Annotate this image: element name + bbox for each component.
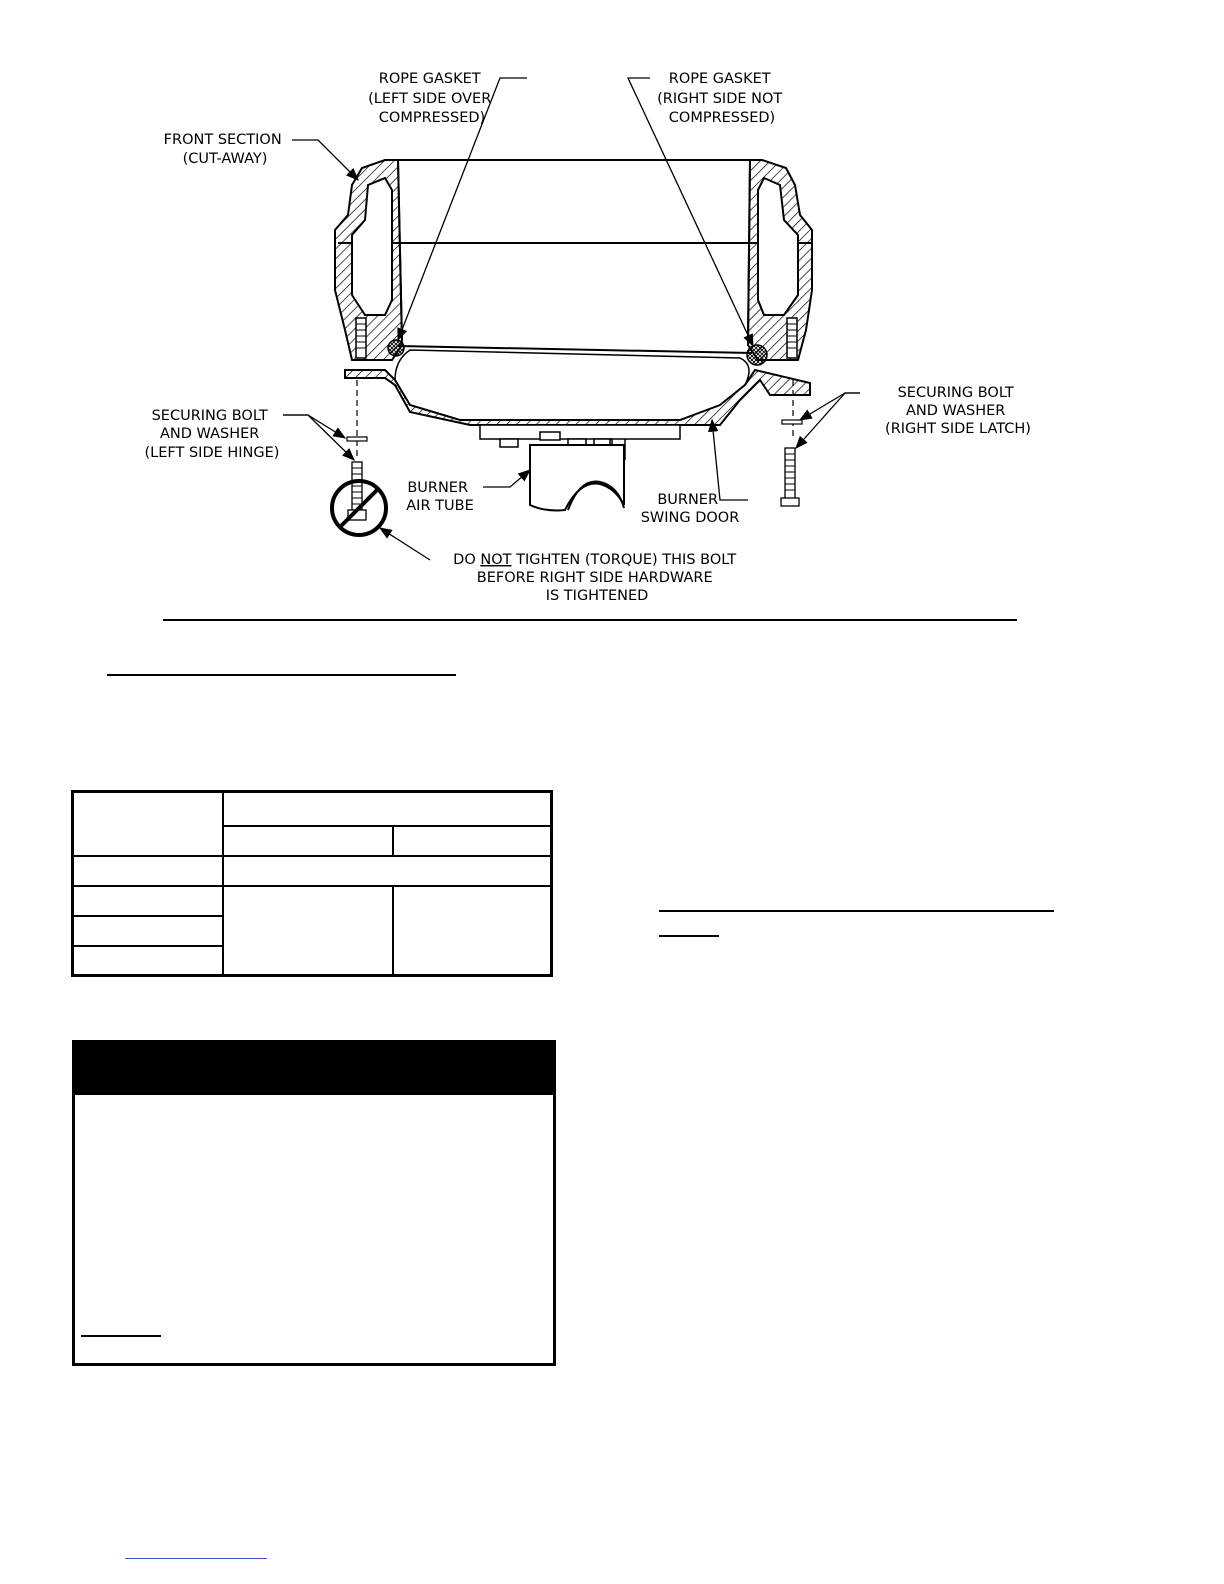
- table-row-label: [73, 916, 224, 946]
- table-row-label: [73, 856, 224, 886]
- label-securing-bolt-right: SECURING BOLT AND WASHER (RIGHT SIDE LATCH): [885, 385, 1031, 437]
- table-row-label: [73, 946, 224, 976]
- table-cell: [223, 856, 552, 886]
- burner-swing-door: [345, 370, 810, 425]
- label-rope-gasket-right: ROPE GASKET (RIGHT SIDE NOT COMPRESSED): [657, 71, 783, 126]
- label-front-section: FRONT SECTION (CUT-AWAY): [163, 132, 282, 167]
- label-rope-gasket-left: ROPE GASKET (LEFT SIDE OVER COMPRESSED): [368, 71, 492, 126]
- label-burner-air-tube: BURNER AIR TUBE: [406, 480, 474, 514]
- figure-divider-rule: [163, 619, 1017, 621]
- table-subheader-cell: [223, 826, 393, 856]
- right-heading-underline: [659, 910, 1054, 912]
- burner-swing-door-diagram: [0, 0, 1224, 640]
- table-cell: [393, 886, 552, 976]
- label-securing-bolt-left: SECURING BOLT AND WASHER (LEFT SIDE HINGE): [144, 408, 280, 461]
- table-header-cell: [73, 792, 224, 856]
- section-heading-underline: [107, 674, 456, 676]
- table-header-cell: [223, 792, 552, 826]
- table-cell: [223, 886, 393, 976]
- table-row-label: [73, 886, 224, 916]
- right-heading-underline-2: [659, 935, 719, 937]
- label-do-not-tighten: DO NOT TIGHTEN (TORQUE) THIS BOLT BEFORE RIGHT SIDE HARDWARE IS TIGHTENED: [453, 552, 737, 604]
- warning-note-underline: [81, 1335, 161, 1337]
- footer-link-underline[interactable]: [125, 1558, 267, 1559]
- burner-air-tube: [530, 445, 624, 510]
- rope-gasket-right: [747, 345, 767, 365]
- front-section-cutaway: [335, 160, 812, 360]
- label-burner-swing-door: BURNER SWING DOOR: [640, 492, 740, 526]
- specification-table: [71, 790, 553, 977]
- rope-gasket-left: [388, 340, 404, 356]
- table-subheader-cell: [393, 826, 552, 856]
- warning-header: [75, 1043, 553, 1095]
- warning-box: [72, 1040, 556, 1366]
